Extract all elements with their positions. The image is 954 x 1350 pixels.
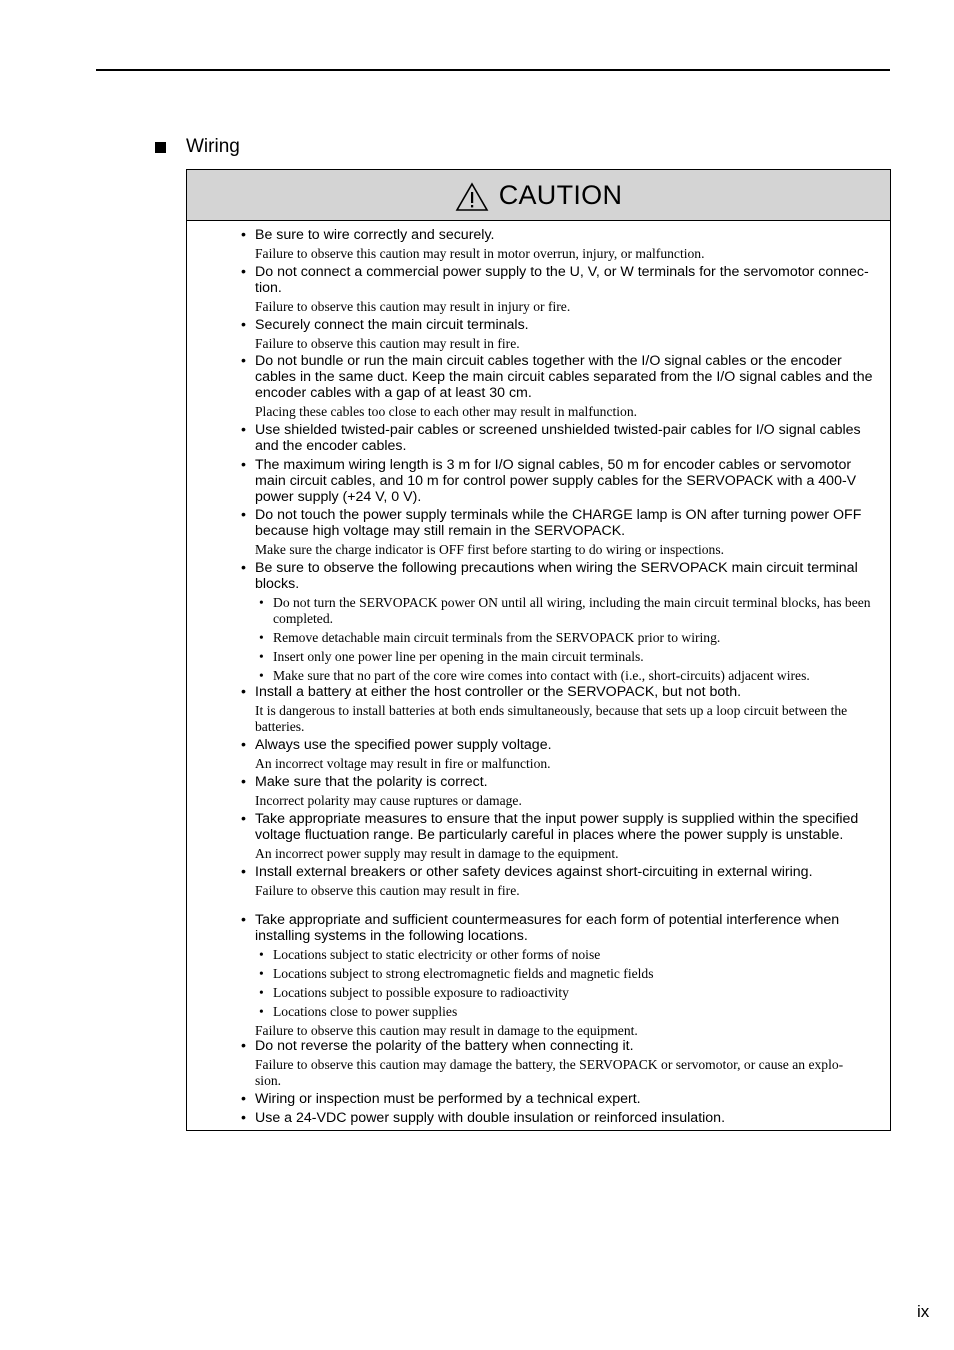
caution-item-note: Failure to observe this caution may result in damage to the equipment. (255, 1023, 638, 1038)
caution-item-note: Failure to observe this caution may result in motor overrun, injury, or malfunction. (255, 246, 705, 261)
caution-subitem: • Insert only one power line per opening in the main circuit terminals. (241, 649, 881, 665)
caution-item (241, 317, 881, 352)
caution-subitem: • Make sure that no part of the core wire comes into contact with (i.e., short-circuits) adjacent wires. (241, 668, 881, 684)
caution-item (241, 457, 881, 505)
top-rule (96, 69, 890, 71)
caution-box (186, 169, 891, 1131)
caution-item-note: Failure to observe this caution may result in fire. (255, 883, 520, 898)
caution-item-text: • Do not touch the power supply terminals while the CHARGE lamp is ON after turning power OFF because high voltage may still remain in the SERVOPACK. (241, 507, 881, 539)
caution-item (241, 737, 881, 772)
caution-item-text: • Be sure to observe the following precautions when wiring the SERVOPACK main circuit terminal blocks. (241, 560, 881, 592)
caution-item-text: • Securely connect the main circuit terminals. (241, 317, 881, 333)
caution-item (241, 507, 881, 558)
caution-item-text: • Make sure that the polarity is correct. (241, 774, 881, 790)
caution-item (241, 864, 881, 899)
caution-item-note: An incorrect power supply may result in damage to the equipment. (255, 846, 619, 861)
caution-item-text: • Do not reverse the polarity of the battery when connecting it. (241, 1038, 881, 1054)
caution-item-text: • Be sure to wire correctly and securely. (241, 227, 881, 243)
caution-item-text: • Install a battery at either the host controller or the SERVOPACK, but not both. (241, 684, 881, 700)
caution-item-text: • Wiring or inspection must be performed by a technical expert. (241, 1091, 881, 1107)
caution-subitem: • Locations subject to strong electromagnetic fields and magnetic fields (241, 966, 881, 982)
caution-header (187, 170, 890, 221)
caution-item (241, 353, 881, 420)
caution-item (241, 422, 881, 454)
caution-item-text: • Always use the specified power supply voltage. (241, 737, 881, 753)
caution-subitem: • Remove detachable main circuit terminals from the SERVOPACK prior to wiring. (241, 630, 881, 646)
section-title: Wiring (186, 136, 240, 157)
square-bullet-icon (155, 142, 166, 153)
caution-item (241, 560, 881, 684)
caution-item (241, 1038, 881, 1089)
caution-item-note: Placing these cables too close to each other may result in malfunction. (255, 404, 638, 419)
caution-item-text: • Use shielded twisted-pair cables or screened unshielded twisted-pair cables for I/O signal cables and the encoder cables. (241, 422, 881, 454)
caution-item (241, 227, 881, 262)
caution-item-note: Failure to observe this caution may result in injury or fire. (255, 299, 571, 314)
caution-subitem: • Locations close to power supplies (241, 1004, 881, 1020)
caution-item-note: It is dangerous to install batteries at both ends simultaneously, because that sets up a loop circuit between the batteries. (255, 703, 848, 734)
caution-item-text: • Do not bundle or run the main circuit cables together with the I/O signal cables or the encoder cables in the same duct. Keep the main circuit cables separated from the I/O signal cables and the encoder cables with a gap of at least 30 cm. (241, 353, 881, 401)
caution-item (241, 912, 881, 1039)
caution-item (241, 1110, 881, 1126)
caution-item-text: • Do not connect a commercial power supply to the U, V, or W terminals for the servomotor connec- tion. (241, 264, 881, 296)
caution-item-text: • The maximum wiring length is 3 m for I/O signal cables, 50 m for encoder cables or servomotor main circuit cables, and 10 m for control power supply cables for the SERVOPACK with a 400-V power supply (+24 V, 0 V). (241, 457, 881, 505)
caution-item-text: • Use a 24-VDC power supply with double insulation or reinforced insulation. (241, 1110, 881, 1126)
caution-item-text: • Take appropriate and sufficient countermeasures for each form of potential interference when installing systems in the following locations. (241, 912, 881, 944)
section-heading (155, 134, 240, 160)
caution-item-note: Failure to observe this caution may damage the battery, the SERVOPACK or servomotor, or cause an explo- sion. (255, 1057, 844, 1088)
caution-subitem: • Do not turn the SERVOPACK power ON until all wiring, including the main circuit terminal blocks, has been completed. (241, 595, 881, 627)
warning-triangle-icon (455, 182, 489, 212)
caution-item (241, 811, 881, 862)
caution-item-text: • Take appropriate measures to ensure that the input power supply is supplied within the specified voltage fluctuation range. Be particularly careful in places where the power supply is unstable. (241, 811, 881, 843)
page-number: ix (917, 1302, 930, 1321)
caution-item (241, 264, 881, 315)
caution-item-note: Make sure the charge indicator is OFF first before starting to do wiring or inspections. (255, 542, 725, 557)
caution-item-note: An incorrect voltage may result in fire or malfunction. (255, 756, 551, 771)
caution-item-text: • Install external breakers or other safety devices against short-circuiting in external wiring. (241, 864, 881, 880)
caution-subitem: • Locations subject to possible exposure to radioactivity (241, 985, 881, 1001)
caution-item-note: Failure to observe this caution may result in fire. (255, 336, 520, 351)
caution-item (241, 684, 881, 735)
caution-item (241, 774, 881, 809)
caution-title: CAUTION (498, 179, 623, 210)
caution-subitem: • Locations subject to static electricity or other forms of noise (241, 947, 881, 963)
caution-item-note: Incorrect polarity may cause ruptures or damage. (255, 793, 522, 808)
caution-item (241, 1091, 881, 1107)
